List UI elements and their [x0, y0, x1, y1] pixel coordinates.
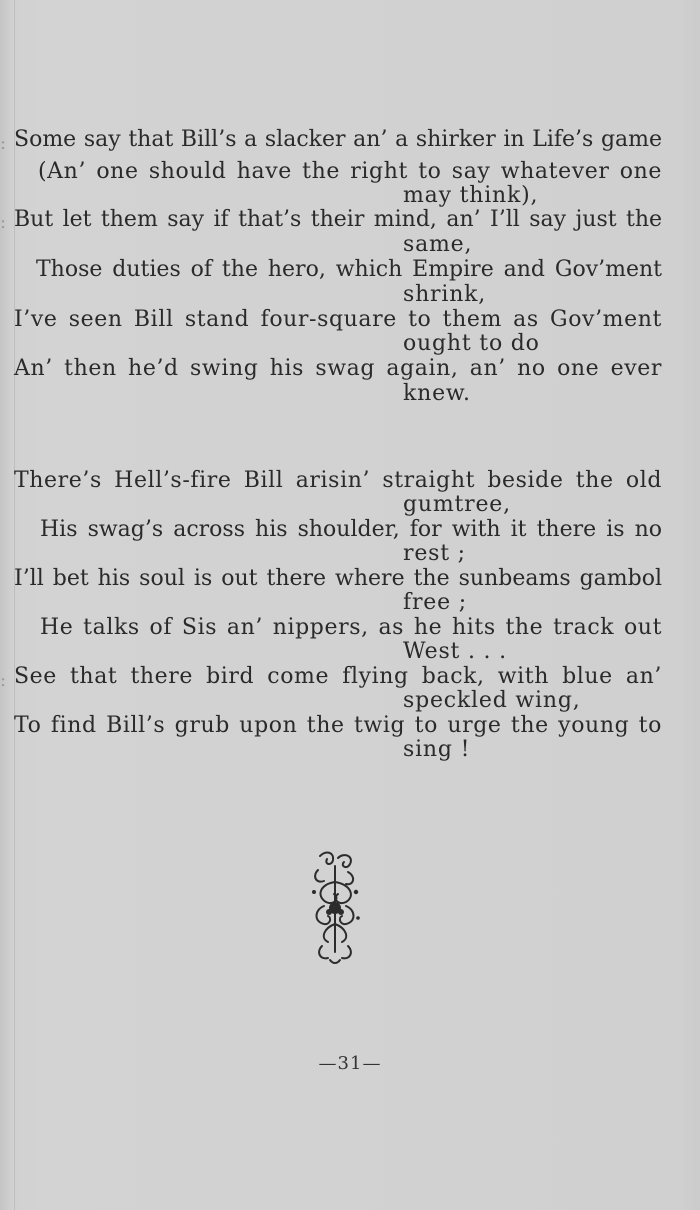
floral-ornament-icon	[300, 848, 370, 968]
page-gutter	[14, 0, 15, 1210]
verse-line: I’ve seen Bill stand four-square to them as Gov’ment	[14, 307, 662, 332]
verse-line-continuation: same,	[403, 232, 473, 257]
page-number: —31—	[318, 1053, 382, 1074]
verse-line: He talks of Sis an’ nippers, as he hits the track out	[40, 615, 663, 640]
margin-mark: :	[0, 212, 7, 233]
margin-mark: :	[0, 133, 7, 154]
verse-line: There’s Hell’s-fire Bill arisin’ straight beside the old	[14, 468, 663, 493]
verse-line: See that there bird come flying back, with blue an’	[14, 664, 662, 689]
verse-line-continuation: gumtree,	[403, 492, 511, 517]
verse-line-continuation: knew.	[403, 381, 471, 406]
verse-line: His swag’s across his shoulder, for with it there is no	[40, 517, 662, 542]
verse-line: I’ll bet his soul is out there where the sunbeams gambol	[14, 566, 663, 591]
verse-line-continuation: shrink,	[403, 282, 487, 307]
verse-line-continuation: free ;	[403, 590, 467, 615]
verse-line-continuation: speckled wing,	[403, 688, 581, 713]
verse-line: But let them say if that’s their mind, an’ I’ll say just the	[14, 207, 663, 232]
verse-line: (An’ one should have the right to say whatever one	[38, 159, 663, 184]
verse-line: Some say that Bill’s a slacker an’ a shirker in Life’s game	[14, 127, 663, 152]
verse-line: To find Bill’s grub upon the twig to urge the young to	[14, 713, 662, 738]
verse-line: Those duties of the hero, which Empire and Gov’ment	[36, 257, 663, 282]
verse-line-continuation: ought to do	[403, 331, 540, 356]
verse-line-continuation: sing !	[403, 737, 471, 762]
verse-line-continuation: rest ;	[403, 541, 466, 566]
verse-line-continuation: may think),	[403, 183, 539, 208]
margin-mark: :	[0, 670, 7, 691]
verse-line-continuation: West . . .	[403, 639, 507, 664]
verse-line: An’ then he’d swing his swag again, an’ no one ever	[14, 356, 662, 381]
